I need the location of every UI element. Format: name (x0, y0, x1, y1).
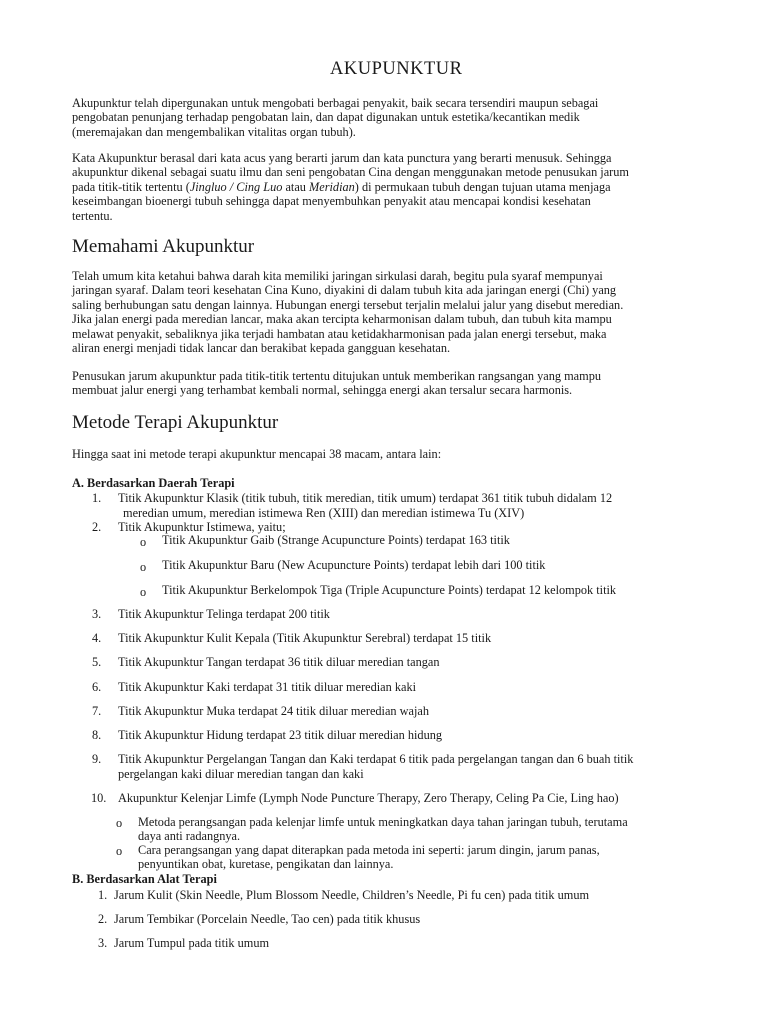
sub-list-item: Titik Akupunktur Baru (New Acupuncture Points) terdapat lebih dari 100 titik (162, 558, 546, 572)
list-item-number: 1. (98, 888, 108, 902)
list-item-number: 6. (92, 680, 102, 694)
text-line: Kata Akupunktur berasal dari kata acus yang berarti jarum dan kata punctura yang berarti menusuk. Sehingga (72, 151, 612, 165)
sub-list-item: Titik Akupunktur Gaib (Strange Acupuncture Points) terdapat 163 titik (162, 533, 510, 547)
list-item-text: Jarum Tumpul pada titik umum (114, 936, 270, 950)
text-line: Akupunktur telah dipergunakan untuk mengobati berbagai penyakit, baik secara tersendiri maupun sebagai (72, 96, 599, 110)
group-a-label: A. Berdasarkan Daerah Terapi (72, 476, 235, 490)
text-line-mixed (72, 180, 712, 194)
group-b-label: B. Berdasarkan Alat Terapi (72, 872, 217, 886)
text-line: Penusukan jarum akupunktur pada titik-titik tertentu ditujukan untuk memberikan rangsangan yang mampu (72, 369, 601, 383)
list-item-text: Titik Akupunktur Muka terdapat 24 titik diluar meredian wajah (118, 704, 430, 718)
sub-list-item: penyuntikan obat, kuretase, pengikatan dan lainnya. (138, 857, 394, 871)
list-item-number: 2. (92, 520, 102, 534)
text-line: akupunktur dikenal sebagai suatu ilmu dan seni pengobatan Cina dengan menggunakan metode penusukan jarum (72, 165, 629, 180)
list-item-text: Titik Akupunktur Hidung terdapat 23 titik diluar meredian hidung (118, 728, 443, 742)
list-item-number: 8. (92, 728, 102, 742)
list-item-number: 9. (92, 752, 102, 766)
list-item-text: Titik Akupunktur Klasik (titik tubuh, titik meredian, titik umum) terdapat 361 titik tubuh didalam 12 (118, 491, 613, 505)
list-item-number: 1. (92, 491, 102, 505)
list-item-number: 4. (92, 631, 102, 645)
bullet-marker: o (116, 844, 123, 858)
italic-term: Meridian (309, 179, 355, 194)
text-line: aliran energi menjadi tidak lancar dan berakibat kepada gangguan kesehatan. (72, 341, 451, 356)
list-item-text: Jarum Tembikar (Porcelain Needle, Tao cen) pada titik khusus (114, 912, 421, 926)
list-item-text: Jarum Kulit (Skin Needle, Plum Blossom Needle, Children’s Needle, Pi fu cen) pada titik umum (114, 888, 590, 902)
list-item-text: Titik Akupunktur Telinga terdapat 200 titik (118, 607, 330, 621)
text-line: keseimbangan bioenergi tubuh sehingga dapat menyembuhkan penyakit atau mencapai kondisi kesehatan (72, 194, 591, 209)
list-item-number: 3. (92, 607, 102, 621)
text-line: saling berhubungan satu dengan lainnya. Hubungan energi tersebut terjalin melalui jalur yang disebut meredian. (72, 297, 624, 312)
text-line: Jika jalan energi pada meredian lancar, maka akan tercipta keharmonisan dalam tubuh, dan tubuh kita mampu (72, 312, 612, 327)
list-item-number: 10. (91, 791, 107, 805)
text-run: ) di permukaan tubuh dengan tujuan utama menjaga (354, 179, 611, 194)
text-line: membuat jalur energi yang terhambat kembali normal, sehingga energi akan tersalur secara harmonis. (72, 383, 573, 398)
text-line: melawat penyakit, sebaliknya jika terjadi hambatan atau ketidakharmonisan pada jalan energi tersebut, maka (72, 326, 607, 341)
section1-paragraph-1 (72, 269, 712, 355)
bullet-marker: o (140, 535, 147, 549)
list-item-text: Akupunktur Kelenjar Limfe (Lymph Node Puncture Therapy, Zero Therapy, Celing Pa Cie, Ling hao) (118, 791, 619, 805)
list-item-text: Titik Akupunktur Pergelangan Tangan dan Kaki terdapat 6 titik pada pergelangan tangan dan 6 buah titik (118, 752, 634, 766)
bullet-marker: o (116, 816, 123, 830)
text-run: atau (282, 179, 310, 194)
list-item-number: 3. (98, 936, 108, 950)
list-item-text: Titik Akupunktur Istimewa, yaitu; (118, 520, 286, 534)
bullet-marker: o (140, 560, 147, 574)
list-item-text: Titik Akupunktur Kulit Kepala (Titik Akupunktur Serebral) terdapat 15 titik (118, 631, 492, 645)
text-line: jaringan syaraf. Dalam teori kesehatan Cina Kuno, diyakini di dalam tubuh kita ada jaringan energi (Chi) yang (72, 283, 617, 298)
text-line: pengobatan penunjang terhadap pengobatan lain, dan dapat digunakan untuk estetika/kecantikan medik (72, 110, 580, 125)
list-item-number: 5. (92, 655, 102, 669)
intro-paragraph-2 (72, 151, 712, 223)
section-heading-memahami: Memahami Akupunktur (72, 236, 255, 257)
sub-list-item: Titik Akupunktur Berkelompok Tiga (Triple Acupuncture Points) terdapat 12 kelompok titik (162, 583, 617, 597)
section1-paragraph-2 (72, 369, 712, 398)
text-line: (meremajakan dan mengembalikan vitalitas organ tubuh). (72, 124, 356, 139)
text-line: Telah umum kita ketahui bahwa darah kita memiliki jaringan sirkulasi darah, begitu pula syaraf mempunyai (72, 269, 603, 283)
list-item-text: meredian umum, meredian istimewa Ren (XIII) dan meredian istimewa Tu (XIV) (123, 506, 525, 520)
bullet-marker: o (140, 585, 147, 599)
section2-intro: Hingga saat ini metode terapi akupunktur mencapai 38 macam, antara lain: (72, 447, 442, 461)
intro-paragraph-1 (72, 96, 712, 139)
italic-term: Jingluo / Cing Luo (189, 179, 283, 194)
document-title: AKUPUNKTUR (330, 59, 463, 79)
sub-list-item: daya anti radangnya. (138, 829, 241, 843)
list-item-text: Titik Akupunktur Kaki terdapat 31 titik diluar meredian kaki (118, 680, 417, 694)
list-item-text: pergelangan kaki diluar meredian tangan dan kaki (118, 767, 364, 781)
section-heading-metode: Metode Terapi Akupunktur (72, 412, 279, 433)
sub-list-item: Cara perangsangan yang dapat diterapkan pada metoda ini seperti: jarum dingin, jarum panas, (138, 843, 600, 857)
text-line: tertentu. (72, 208, 113, 223)
text-run: pada titik-titik tertentu ( (72, 179, 190, 194)
list-item-text: Titik Akupunktur Tangan terdapat 36 titik diluar meredian tangan (118, 655, 440, 669)
list-item-number: 2. (98, 912, 108, 926)
list-item-number: 7. (92, 704, 102, 718)
sub-list-item: Metoda perangsangan pada kelenjar limfe untuk meningkatkan daya tahan jaringan tubuh, terutama (138, 815, 628, 829)
